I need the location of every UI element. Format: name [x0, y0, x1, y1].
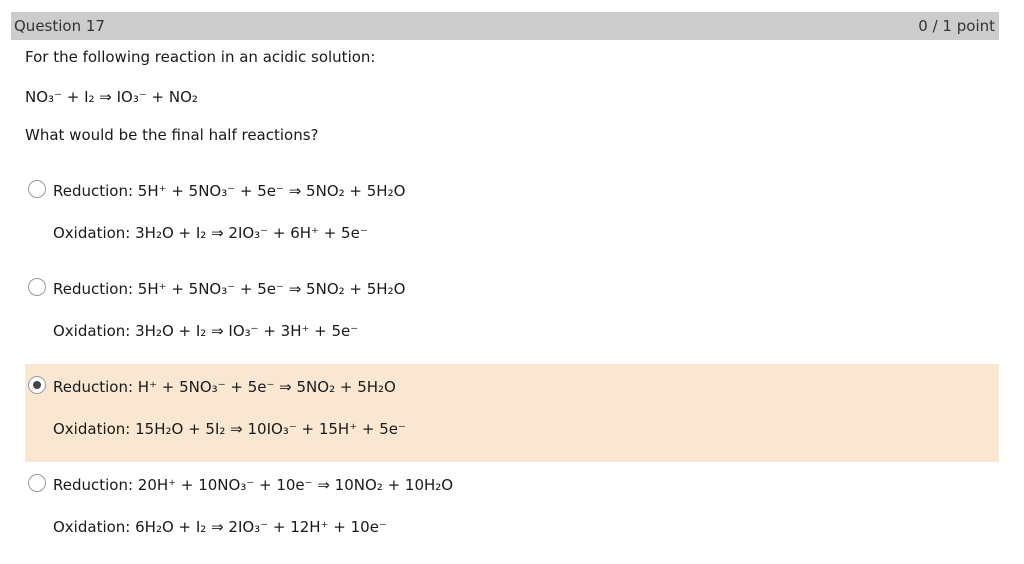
answer-option-4[interactable]	[25, 462, 999, 560]
radio-empty-icon[interactable]	[28, 180, 46, 198]
question-title: Question 17	[14, 17, 105, 35]
option-reduction: Reduction: 5H⁺ + 5NO₃⁻ + 5e⁻ ⇒ 5NO₂ + 5H₂O	[53, 280, 406, 298]
question-stem: For the following reaction in an acidic solution:	[25, 48, 376, 66]
question-score: 0 / 1 point	[918, 17, 995, 35]
option-oxidation: Oxidation: 3H₂O + I₂ ⇒ 2IO₃⁻ + 6H⁺ + 5e⁻	[53, 224, 368, 242]
radio-empty-icon[interactable]	[28, 474, 46, 492]
radio-filled-icon[interactable]	[28, 376, 46, 394]
option-reduction: Reduction: 5H⁺ + 5NO₃⁻ + 5e⁻ ⇒ 5NO₂ + 5H₂O	[53, 182, 406, 200]
option-oxidation: Oxidation: 3H₂O + I₂ ⇒ IO₃⁻ + 3H⁺ + 5e⁻	[53, 322, 359, 340]
option-oxidation: Oxidation: 6H₂O + I₂ ⇒ 2IO₃⁻ + 12H⁺ + 10e⁻	[53, 518, 387, 536]
reaction-equation: NO₃⁻ + I₂ ⇒ IO₃⁻ + NO₂	[25, 88, 198, 106]
answer-option-2[interactable]	[25, 266, 999, 364]
answer-option-3[interactable]	[25, 364, 999, 462]
option-oxidation: Oxidation: 15H₂O + 5I₂ ⇒ 10IO₃⁻ + 15H⁺ + 5e⁻	[53, 420, 406, 438]
option-reduction: Reduction: 20H⁺ + 10NO₃⁻ + 10e⁻ ⇒ 10NO₂ + 10H₂O	[53, 476, 454, 494]
radio-empty-icon[interactable]	[28, 278, 46, 296]
answer-option-1[interactable]	[25, 168, 999, 266]
option-reduction: Reduction: H⁺ + 5NO₃⁻ + 5e⁻ ⇒ 5NO₂ + 5H₂O	[53, 378, 396, 396]
question-header	[11, 12, 999, 40]
question-prompt: What would be the final half reactions?	[25, 126, 319, 144]
